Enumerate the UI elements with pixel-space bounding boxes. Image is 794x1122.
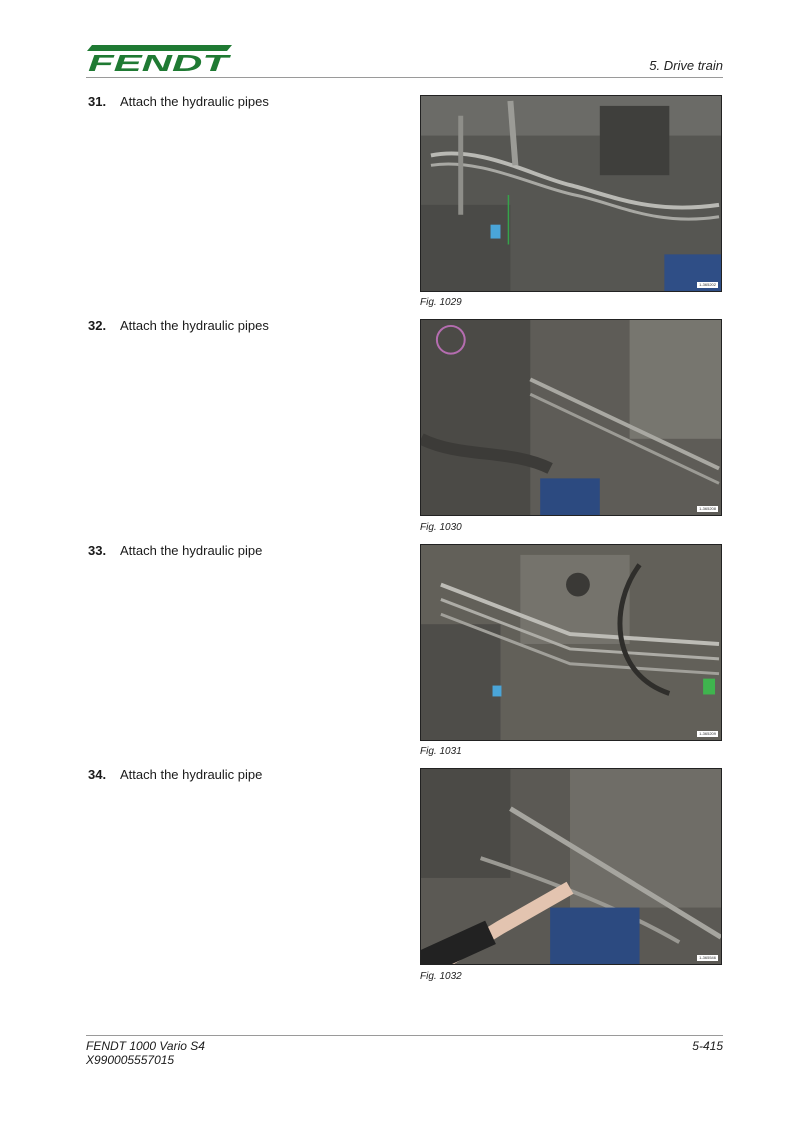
svg-text:FENDT: FENDT [88, 50, 232, 72]
step-32 [88, 318, 269, 333]
step-number: 33. [88, 543, 107, 558]
figure-code: 1-365202 [699, 282, 716, 287]
section-title: 5. Drive train [649, 58, 723, 73]
figure-image-1029 [420, 95, 722, 292]
step-number: 34. [88, 767, 107, 782]
figure-caption: Fig. 1029 [420, 297, 462, 308]
header-divider [86, 77, 723, 78]
figure-caption: Fig. 1032 [420, 971, 462, 982]
page-number: 5-415 [692, 1039, 723, 1053]
step-text: Attach the hydraulic pipe [120, 767, 263, 782]
step-34 [88, 767, 262, 782]
figure-code: 1-365546 [699, 955, 716, 960]
figure-code: 1-365209 [699, 731, 716, 736]
footer-doc-number: X990005557015 [86, 1053, 175, 1067]
step-number: 32. [88, 318, 107, 333]
step-number: 31. [88, 94, 107, 109]
figure-caption: Fig. 1031 [420, 746, 462, 757]
footer-divider [86, 1035, 723, 1036]
footer-model: FENDT 1000 Vario S4 [86, 1039, 205, 1053]
figure-image-1031 [420, 544, 722, 741]
step-31 [88, 94, 269, 109]
step-text: Attach the hydraulic pipes [120, 94, 269, 109]
figure-code: 1-365208 [699, 506, 716, 511]
figure-image-1030 [420, 319, 722, 516]
step-text: Attach the hydraulic pipe [120, 543, 263, 558]
step-text: Attach the hydraulic pipes [120, 318, 269, 333]
figure-caption: Fig. 1030 [420, 522, 462, 533]
step-33 [88, 543, 262, 558]
figure-image-1032 [420, 768, 722, 965]
fendt-logo [86, 45, 232, 72]
